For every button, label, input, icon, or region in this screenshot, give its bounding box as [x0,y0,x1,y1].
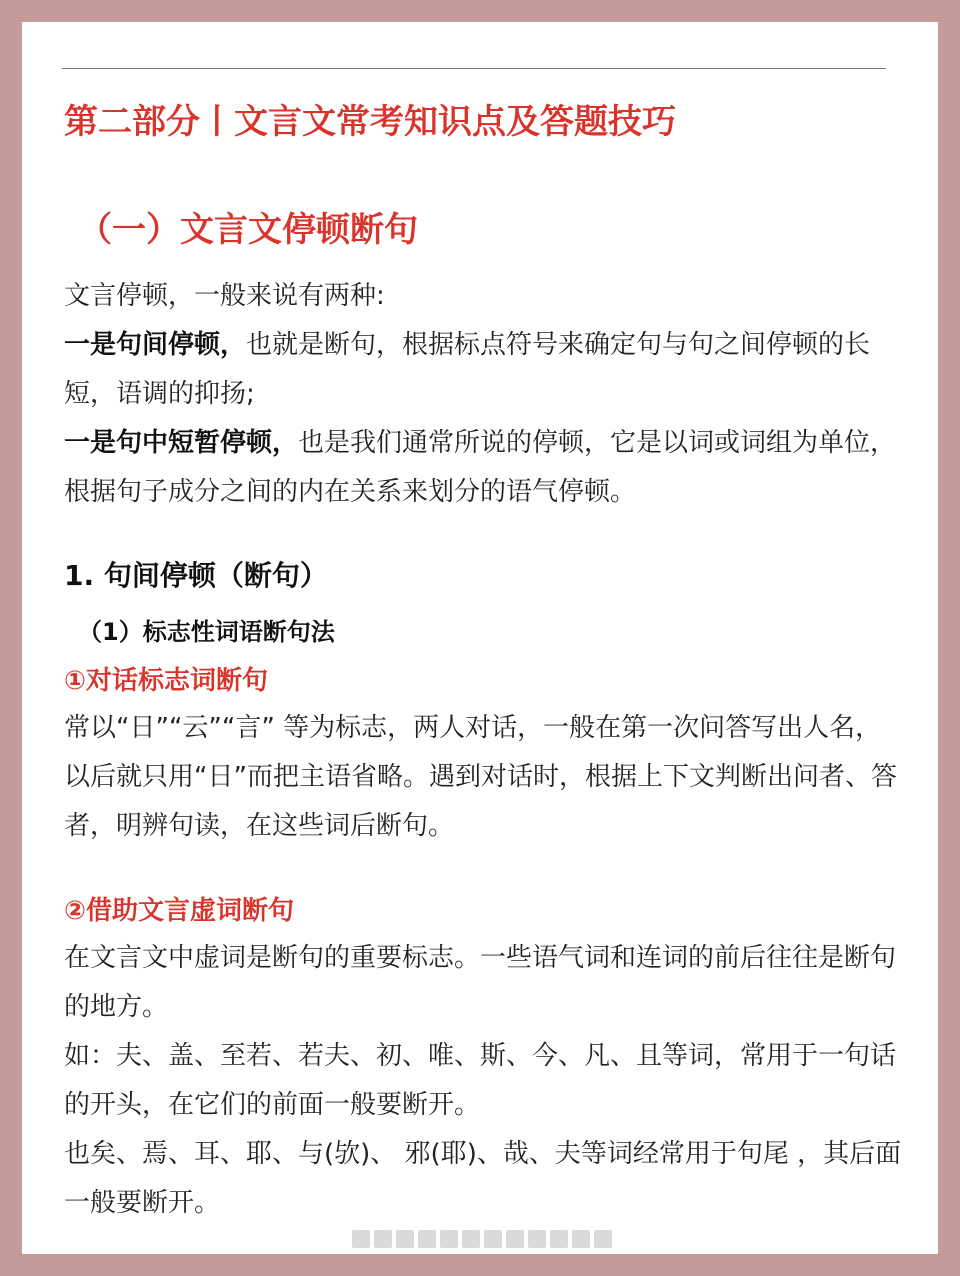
intro-paragraph-1 [64,321,904,419]
item-2-text-2: 如：夫、盖、至若、若夫、初、唯、斯、今、凡、且等词，常用于一句话的开头，在它们的前面一般要断开。 [64,1041,897,1120]
intro-p1-bold: 一是句间停顿， [64,330,247,360]
section-title: （一）文言文停顿断句 [78,210,418,250]
intro-paragraph-2 [64,419,904,517]
document-page [22,22,938,1254]
section-1-title: 1. 句间停顿（断句） [64,559,328,592]
intro-p2-bold: 一是句中短暂停顿， [64,428,299,458]
item-2-title: ②借助文言虚词断句 [64,896,295,926]
section-1-subtitle: （1）标志性词语断句法 [78,618,335,646]
intro-line: 文言停顿，一般来说有两种: [64,281,385,311]
part-title: 第二部分丨文言文常考知识点及答题技巧 [64,102,676,142]
top-divider [62,68,886,69]
item-2-text-1: 在文言文中虚词是断句的重要标志。一些语气词和连词的前后往往是断句的地方。 [64,943,897,1022]
item-1-text: 常以“日”“云”“言” 等为标志，两人对话，一般在第一次问答写出人名， 以后就只用“日”而把主语省略。遇到对话时，根据上下文判断出问者、答者，明辨句读，在这些词后断句。 [64,713,897,841]
watermark [352,1230,612,1248]
item-1-title: ①对话标志词断句 [64,666,269,696]
item-2-text-3: 也矣、焉、耳、耶、与(欤)、 邪(耶)、哉、夫等词经常用于句尾 ，其后面一般要断开。 [64,1139,902,1218]
intro-p1-text: 也就是断句，根据标点符号来确定句与句之间停顿的长短，语调的抑扬; [64,330,871,409]
intro-p2-text: 也是我们通常所说的停顿，它是以词或词组为单位，根据句子成分之间的内在关系来划分的语气停顿。 [64,428,897,507]
